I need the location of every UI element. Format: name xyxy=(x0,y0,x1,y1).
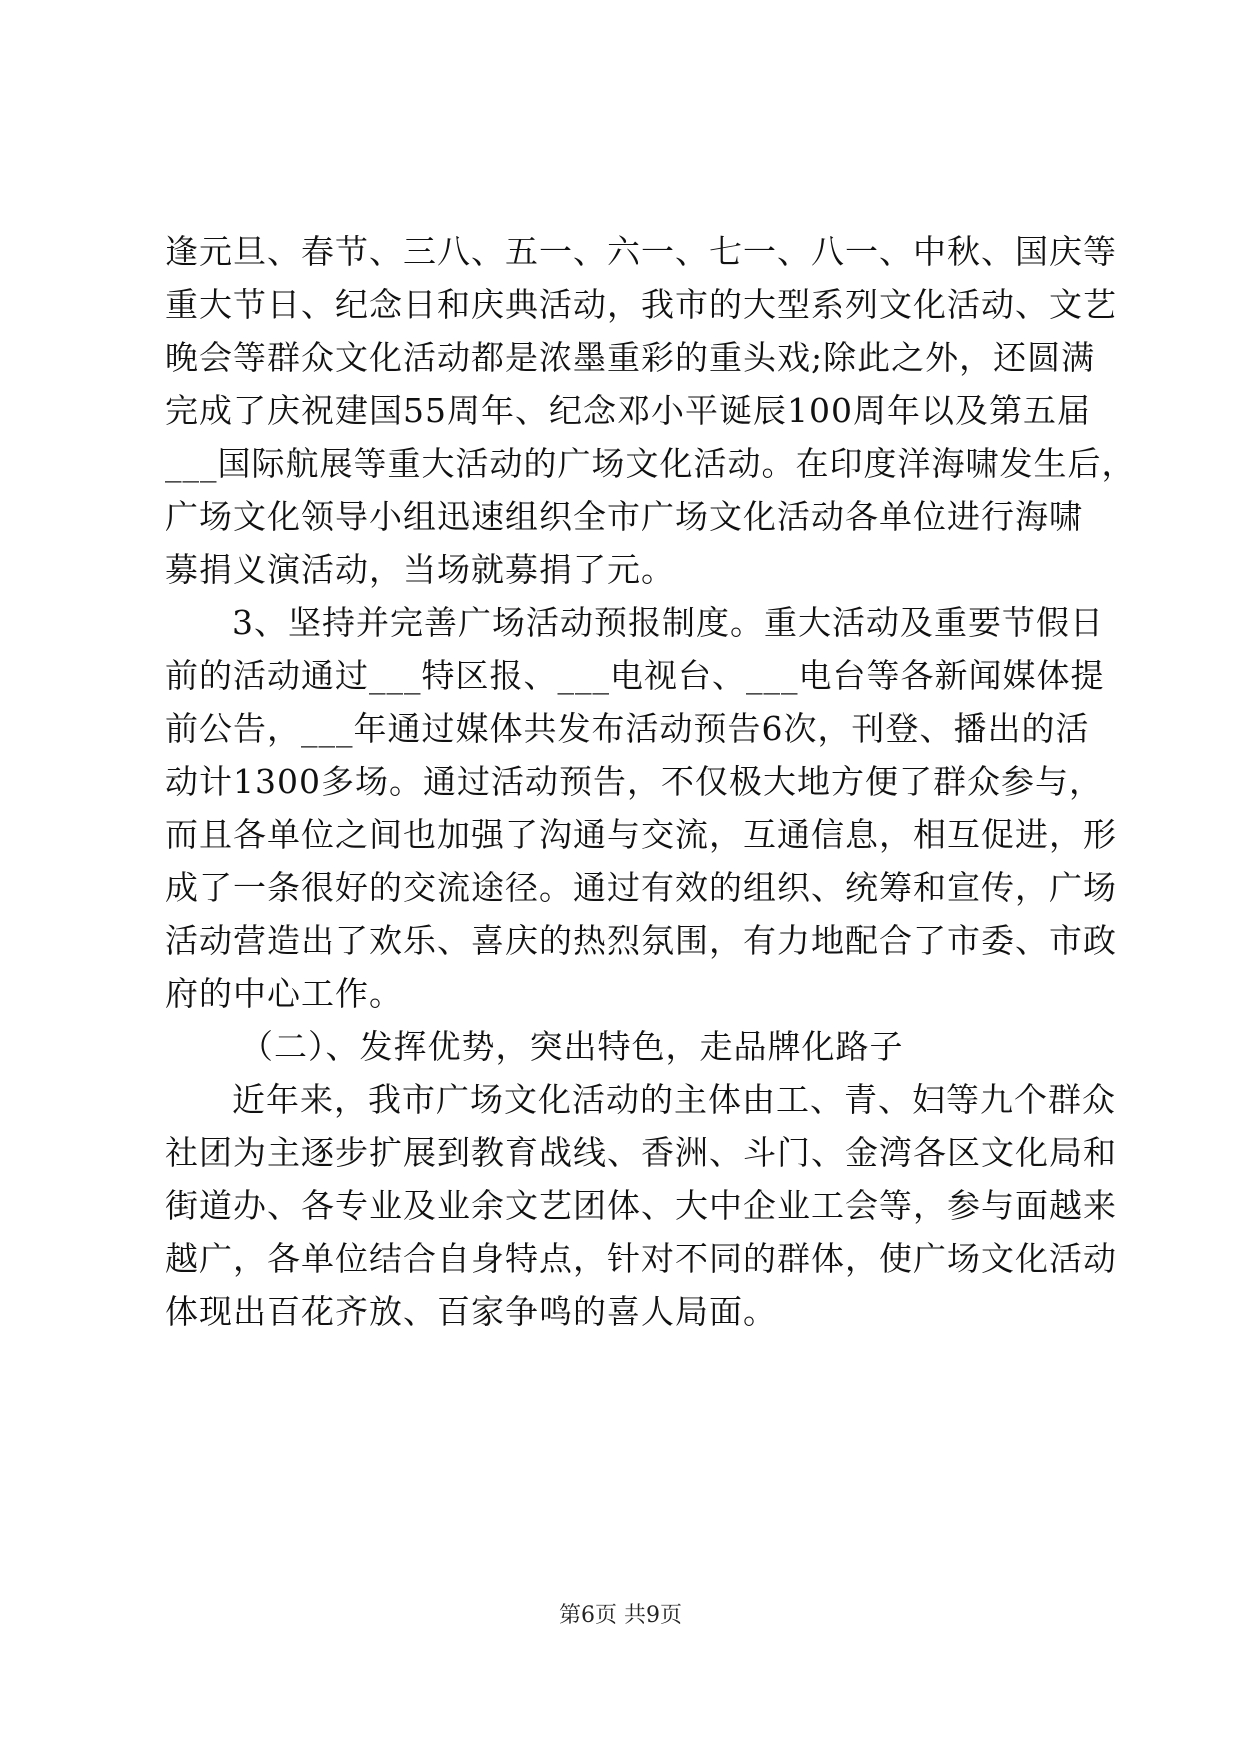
body-text-line: 前的活动通过___特区报、___电视台、___电台等各新闻媒体提 xyxy=(165,656,1105,695)
body-text-line: 成了一条很好的交流途径。通过有效的组织、统筹和宣传，广场 xyxy=(165,868,1117,907)
body-text-line: 而且各单位之间也加强了沟通与交流，互通信息，相互促进，形 xyxy=(165,815,1117,854)
section-heading: （二）、发挥优势，突出特色，走品牌化路子 xyxy=(240,1027,904,1066)
paragraph-first-line: 3、坚持并完善广场活动预报制度。重大活动及重要节假日 xyxy=(232,603,1104,642)
body-text-line: 广场文化领导小组迅速组织全市广场文化活动各单位进行海啸 xyxy=(165,497,1083,536)
body-text-line: 重大节日、纪念日和庆典活动，我市的大型系列文化活动、文艺 xyxy=(165,285,1117,324)
body-text-line: 活动营造出了欢乐、喜庆的热烈氛围，有力地配合了市委、市政 xyxy=(165,921,1117,960)
body-text-line: 社团为主逐步扩展到教育战线、香洲、斗门、金湾各区文化局和 xyxy=(165,1133,1117,1172)
body-text-line: 越广，各单位结合自身特点，针对不同的群体，使广场文化活动 xyxy=(165,1239,1117,1278)
body-text-line: 街道办、各专业及业余文艺团体、大中企业工会等，参与面越来 xyxy=(165,1186,1117,1225)
body-text-line: 逢元旦、春节、三八、五一、六一、七一、八一、中秋、国庆等 xyxy=(165,232,1117,271)
body-text-line: 府的中心工作。 xyxy=(165,974,403,1013)
body-text-line: 募捐义演活动，当场就募捐了元。 xyxy=(165,550,675,589)
body-text-line: 体现出百花齐放、百家争鸣的喜人局面。 xyxy=(165,1292,777,1331)
body-text-line: 前公告，___年通过媒体共发布活动预告6次，刊登、播出的活 xyxy=(165,709,1090,748)
paragraph-first-line: 近年来，我市广场文化活动的主体由工、青、妇等九个群众 xyxy=(232,1080,1116,1119)
body-text-line: 完成了庆祝建国55周年、纪念邓小平诞辰100周年以及第五届 xyxy=(165,391,1091,430)
page-number-footer: 第6页 共9页 xyxy=(559,1603,682,1628)
body-text-line: 晚会等群众文化活动都是浓墨重彩的重头戏;除此之外，还圆满 xyxy=(165,338,1096,377)
body-text-line: 动计1300多场。通过活动预告，不仅极大地方便了群众参与， xyxy=(165,762,1103,801)
body-text-line: ___国际航展等重大活动的广场文化活动。在印度洋海啸发生后， xyxy=(165,444,1136,483)
